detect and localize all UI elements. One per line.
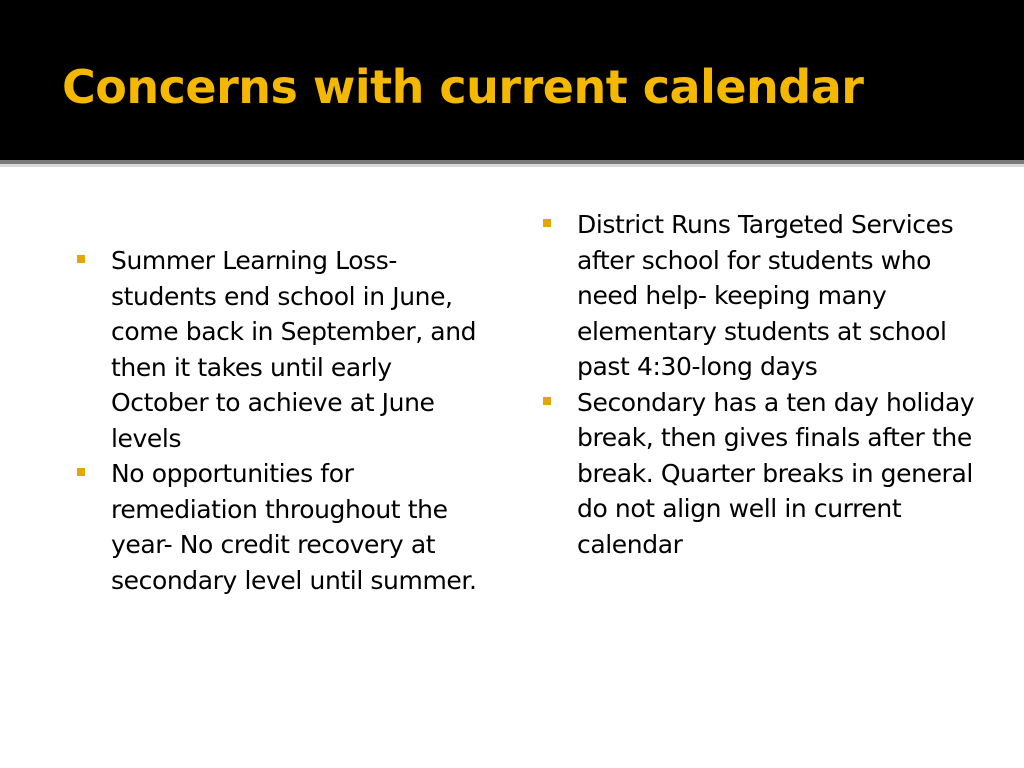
title-divider-shadow [0, 164, 1024, 167]
bullet-text: Summer Learning Loss- students end school in June, come back in September, and then it takes until early October to achieve at June levels [111, 246, 477, 453]
bullet-holiday-break [540, 385, 980, 563]
bullet-text: No opportunities for remediation throughout the year- No credit recovery at secondary level until summer. [111, 459, 477, 595]
slide-title: Concerns with current calendar [62, 60, 864, 114]
square-bullet-icon [77, 468, 85, 476]
bullet-text: Secondary has a ten day holiday break, then gives finals after the break. Quarter breaks in general do not align well in current calendar [577, 387, 975, 559]
left-bullet-list [74, 243, 494, 598]
square-bullet-icon [77, 255, 85, 263]
title-bar [0, 0, 1024, 160]
bullet-targeted-services [540, 207, 980, 385]
square-bullet-icon [543, 219, 551, 227]
square-bullet-icon [543, 397, 551, 405]
bullet-no-remediation [74, 456, 494, 598]
right-bullet-list [540, 207, 980, 562]
bullet-summer-learning-loss [74, 243, 494, 456]
bullet-text: District Runs Targeted Services after school for students who need help- keeping many elementary students at school past 4:30-long days [577, 210, 954, 381]
